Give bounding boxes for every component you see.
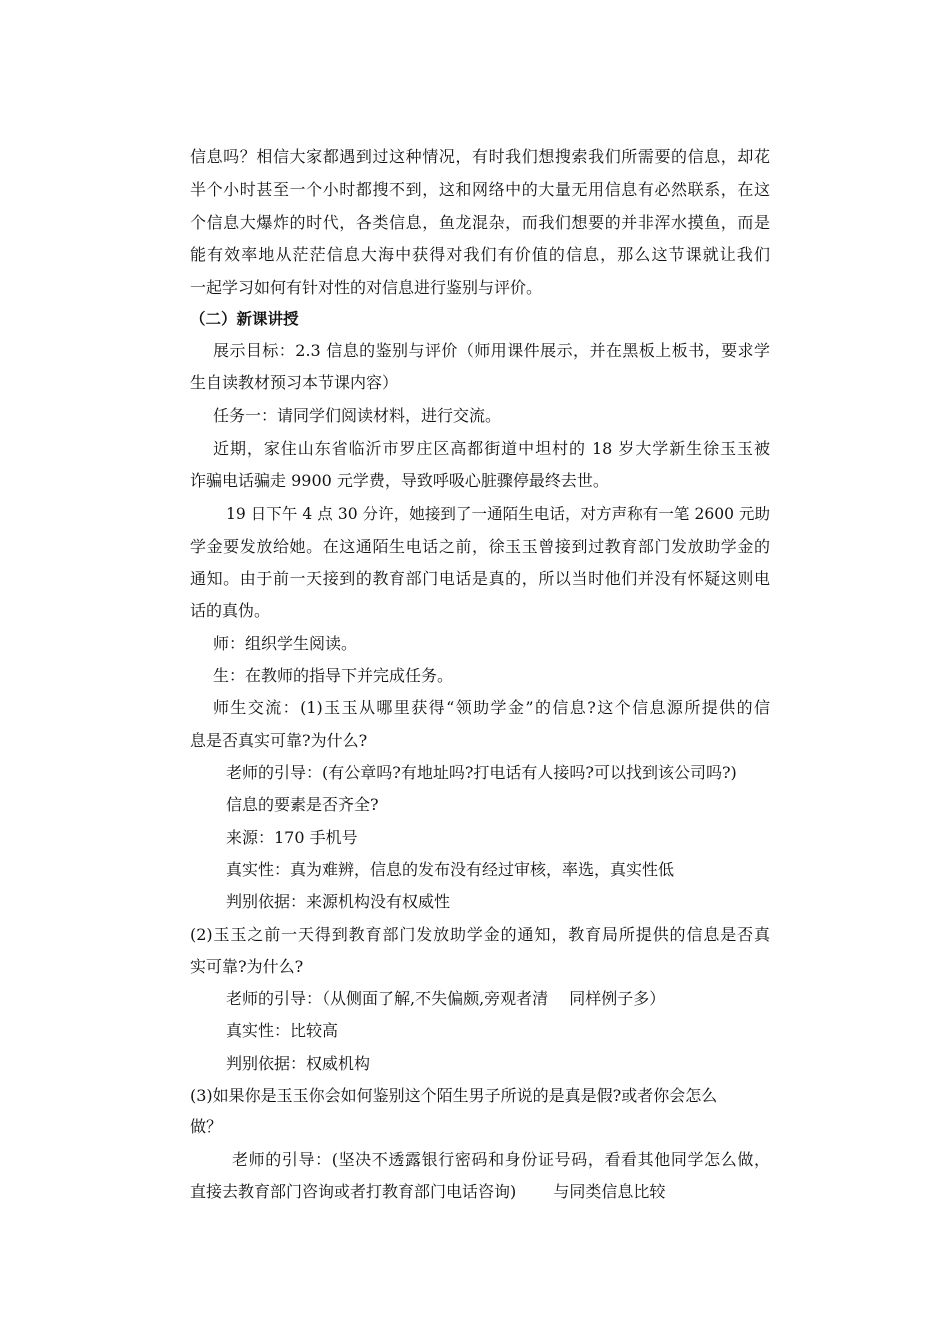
- paragraph-line: 息是否真实可靠?为什么?: [190, 731, 368, 750]
- paragraph-line: 判别依据：权威机构: [226, 1054, 371, 1073]
- paragraph-line: 诈骗电话骗走 9900 元学费，导致呼吸心脏骤停最终去世。: [190, 471, 609, 490]
- paragraph-line: 信息吗？相信大家都遇到过这种情况，有时我们想搜索我们所需要的信息，却花: [190, 147, 770, 166]
- paragraph-line: 半个小时甚至一个小时都搜不到，这和网络中的大量无用信息有必然联系，在这: [190, 180, 770, 199]
- paragraph-line: 展示目标：2.3 信息的鉴别与评价（师用课件展示，并在黑板上板书，要求学: [213, 341, 770, 360]
- paragraph-line: 话的真伪。: [190, 601, 271, 620]
- paragraph-line: 老师的引导：(有公章吗?有地址吗?打电话有人接吗?可以找到该公司吗?): [226, 763, 737, 782]
- paragraph-line: 通知。由于前一天接到的教育部门电话是真的，所以当时他们并没有怀疑这则电: [190, 569, 770, 588]
- paragraph-line: 老师的引导：(坚决不透露银行密码和身份证号码，看看其他同学怎么做，: [232, 1150, 770, 1169]
- paragraph-line: 信息的要素是否齐全?: [226, 795, 379, 814]
- paragraph-line: 判别依据：来源机构没有权威性: [226, 892, 451, 911]
- paragraph-line: 19 日下午 4 点 30 分许，她接到了一通陌生电话，对方声称有一笔 2600 元助: [226, 505, 770, 523]
- paragraph-line: 来源：170 手机号: [226, 828, 358, 847]
- paragraph-line: (2)玉玉之前一天得到教育部门发放助学金的通知，教育局所提供的信息是否真: [190, 925, 770, 944]
- paragraph-line: 近期，家住山东省临沂市罗庄区高都街道中坦村的 18 岁大学新生徐玉玉被: [213, 439, 770, 458]
- paragraph-line: 能有效率地从茫茫信息大海中获得对我们有价值的信息，那么这节课就让我们: [190, 245, 770, 264]
- paragraph-line: (3)如果你是玉玉你会如何鉴别这个陌生男子所说的是真是假?或者你会怎么: [190, 1086, 718, 1105]
- paragraph-line: 真实性：比较高: [226, 1021, 339, 1040]
- paragraph-line: 任务一：请同学们阅读材料，进行交流。: [213, 406, 502, 425]
- paragraph-line: 学金要发放给她。在这通陌生电话之前，徐玉玉曾接到过教育部门发放助学金的: [190, 537, 770, 556]
- section-heading: （二）新课讲授: [190, 310, 299, 328]
- paragraph-line: 师：组织学生阅读。: [213, 634, 358, 653]
- paragraph-line: 生：在教师的指导下并完成任务。: [213, 666, 454, 685]
- paragraph-line: 老师的引导：（从侧面了解,不失偏颇,旁观者清 同样例子多）: [226, 989, 666, 1008]
- paragraph-line: 直接去教育部门咨询或者打教育部门电话咨询) 与同类信息比较: [190, 1182, 666, 1201]
- paragraph-line: 师生交流：(1)玉玉从哪里获得“领助学金”的信息?这个信息源所提供的信: [213, 698, 770, 717]
- paragraph-line: 真实性：真为难辨，信息的发布没有经过审核，率选，真实性低: [226, 860, 675, 879]
- paragraph-line: 做？: [190, 1117, 223, 1136]
- paragraph-line: 个信息大爆炸的时代，各类信息，鱼龙混杂，而我们想要的并非浑水摸鱼，而是: [190, 213, 770, 232]
- paragraph-line: 一起学习如何有针对性的对信息进行鉴别与评价。: [190, 278, 543, 297]
- paragraph-line: 生自读教材预习本节课内容）: [190, 373, 399, 392]
- paragraph-line: 实可靠?为什么?: [190, 957, 304, 976]
